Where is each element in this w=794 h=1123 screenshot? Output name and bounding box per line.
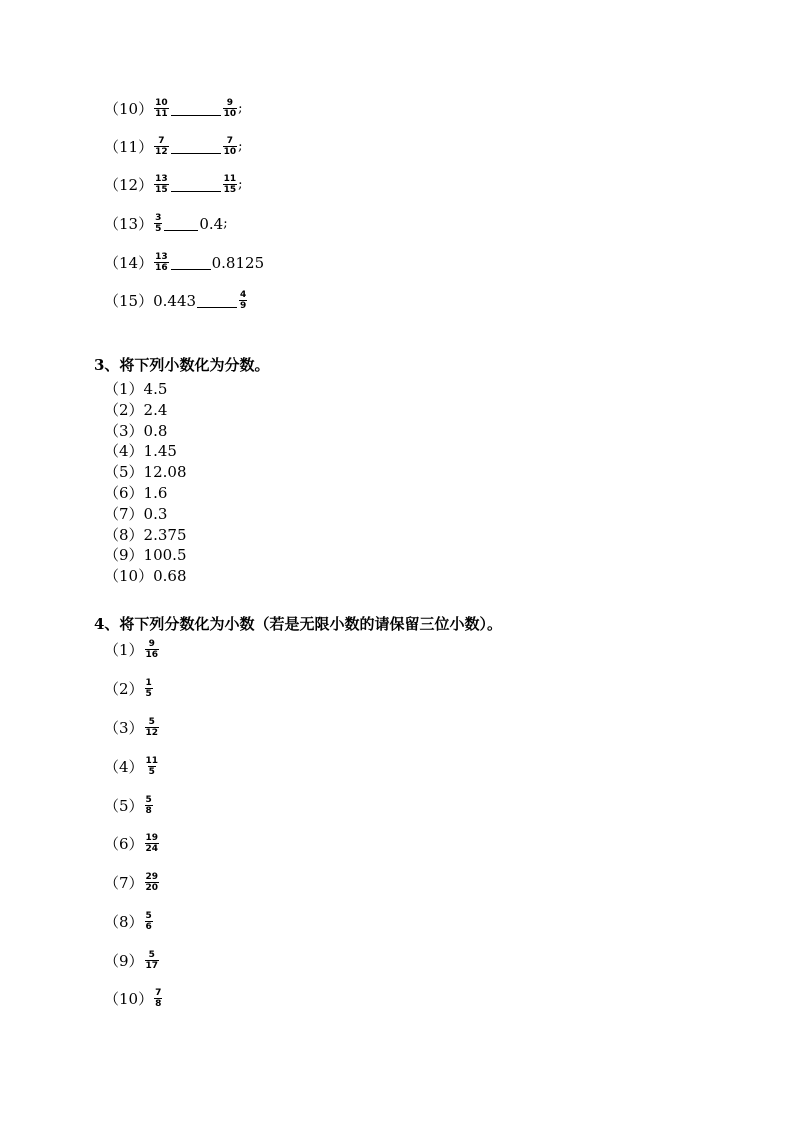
item-label: （3） (104, 719, 144, 737)
list-item: （5）12.08 (104, 463, 187, 482)
denominator: 12 (155, 147, 168, 157)
list-item: （4）1.45 (104, 442, 177, 461)
fraction-left (154, 213, 162, 234)
denominator: 5 (148, 767, 155, 777)
list-item: （8）2.375 (104, 525, 187, 544)
numerator: 9 (226, 98, 234, 108)
item-label: （6） (104, 835, 144, 853)
denominator: 11 (155, 109, 168, 119)
numerator: 13 (155, 252, 168, 262)
item-label: （8） (104, 913, 144, 931)
numerator: 29 (145, 872, 159, 882)
item-label: （14） (104, 254, 154, 272)
numerator: 7 (226, 136, 234, 146)
numerator: 19 (145, 833, 159, 843)
fraction-item-9 (104, 950, 160, 971)
item-label: （2） (104, 680, 144, 698)
denominator: 5 (145, 689, 152, 699)
fraction-left (154, 98, 169, 119)
section-4-title: 4、将下列分数化为小数（若是无限小数的请保留三位小数）。 (94, 615, 502, 633)
denominator: 9 (240, 301, 247, 311)
fraction-item-10 (104, 988, 163, 1009)
section-3-list (104, 379, 187, 587)
denominator: 16 (155, 263, 168, 273)
item-label: （10） (104, 990, 154, 1008)
fraction-left (154, 136, 169, 157)
fraction (145, 678, 153, 699)
fraction-item-3 (104, 717, 160, 738)
fraction (145, 950, 160, 971)
item-label: （1） (104, 641, 144, 659)
denominator: 10 (223, 109, 237, 119)
item-label: （4） (104, 758, 144, 776)
answer-blank[interactable] (171, 177, 221, 192)
fraction-right (223, 136, 238, 157)
compare-item-13 (104, 213, 228, 234)
numerator: 4 (240, 290, 247, 300)
fraction-right (223, 98, 238, 119)
item-label: （5） (104, 797, 144, 815)
compare-item-12 (104, 174, 243, 195)
compare-item-15 (104, 290, 248, 311)
fraction-right (223, 174, 238, 195)
fraction (154, 988, 162, 1009)
fraction-right (239, 290, 247, 311)
fraction (145, 872, 160, 893)
answer-blank[interactable] (171, 255, 211, 270)
answer-blank[interactable] (171, 139, 221, 154)
answer-blank[interactable] (171, 101, 221, 116)
item-label: （15） (104, 292, 154, 310)
item-end: ; (238, 101, 243, 116)
fraction-item-1 (104, 639, 160, 660)
item-label: （10） (104, 100, 154, 118)
decimal-value: 0.443 (153, 291, 197, 310)
fraction (145, 795, 153, 816)
item-label: （11） (104, 138, 154, 156)
fraction-item-2 (104, 678, 154, 699)
item-end: ; (223, 216, 228, 231)
numerator: 5 (145, 795, 152, 805)
denominator: 20 (145, 883, 159, 893)
denominator: 6 (145, 922, 152, 932)
decimal-value: 0.8125 (211, 253, 265, 272)
numerator: 7 (158, 136, 165, 146)
fraction (145, 639, 160, 660)
compare-item-14 (104, 252, 264, 273)
fraction-left (154, 174, 169, 195)
fraction-item-6 (104, 833, 160, 854)
numerator: 10 (155, 98, 168, 108)
numerator: 5 (145, 911, 152, 921)
item-label: （7） (104, 874, 144, 892)
fraction-item-7 (104, 872, 160, 893)
numerator: 9 (148, 639, 155, 649)
numerator: 3 (155, 213, 162, 223)
decimal-value: 0.4 (199, 214, 224, 233)
list-item: （6）1.6 (104, 483, 168, 502)
denominator: 17 (145, 961, 159, 971)
fraction (145, 717, 160, 738)
list-item: （9）100.5 (104, 546, 187, 565)
item-label: （13） (104, 215, 154, 233)
numerator: 7 (155, 988, 162, 998)
answer-blank[interactable] (197, 293, 237, 308)
item-end: ; (238, 177, 243, 192)
numerator: 11 (145, 756, 159, 766)
list-item: （2）2.4 (104, 400, 168, 419)
denominator: 24 (145, 844, 159, 854)
denominator: 12 (145, 728, 159, 738)
denominator: 15 (155, 185, 168, 195)
fraction-left (154, 252, 169, 273)
fraction-item-8 (104, 911, 154, 932)
compare-item-10 (104, 98, 243, 119)
denominator: 5 (155, 224, 162, 234)
list-item: （3）0.8 (104, 421, 168, 440)
denominator: 8 (145, 806, 152, 816)
list-item: （10）0.68 (104, 567, 187, 586)
numerator: 5 (148, 717, 155, 727)
denominator: 16 (145, 650, 159, 660)
fraction-item-4 (104, 756, 160, 777)
fraction-item-5 (104, 795, 154, 816)
list-item: （7）0.3 (104, 504, 168, 523)
denominator: 10 (223, 147, 237, 157)
fraction (145, 756, 160, 777)
numerator: 13 (155, 174, 168, 184)
numerator: 11 (223, 174, 237, 184)
item-label: （12） (104, 176, 154, 194)
answer-blank[interactable] (164, 216, 198, 231)
numerator: 5 (148, 950, 155, 960)
item-end: ; (238, 139, 243, 154)
fraction (145, 911, 153, 932)
list-item: （1）4.5 (104, 380, 168, 398)
item-label: （9） (104, 952, 144, 970)
denominator: 15 (223, 185, 237, 195)
section-3-title: 3、将下列小数化为分数。 (94, 356, 270, 374)
fraction (145, 833, 160, 854)
denominator: 8 (155, 999, 162, 1009)
numerator: 1 (145, 678, 152, 688)
compare-item-11 (104, 136, 243, 157)
